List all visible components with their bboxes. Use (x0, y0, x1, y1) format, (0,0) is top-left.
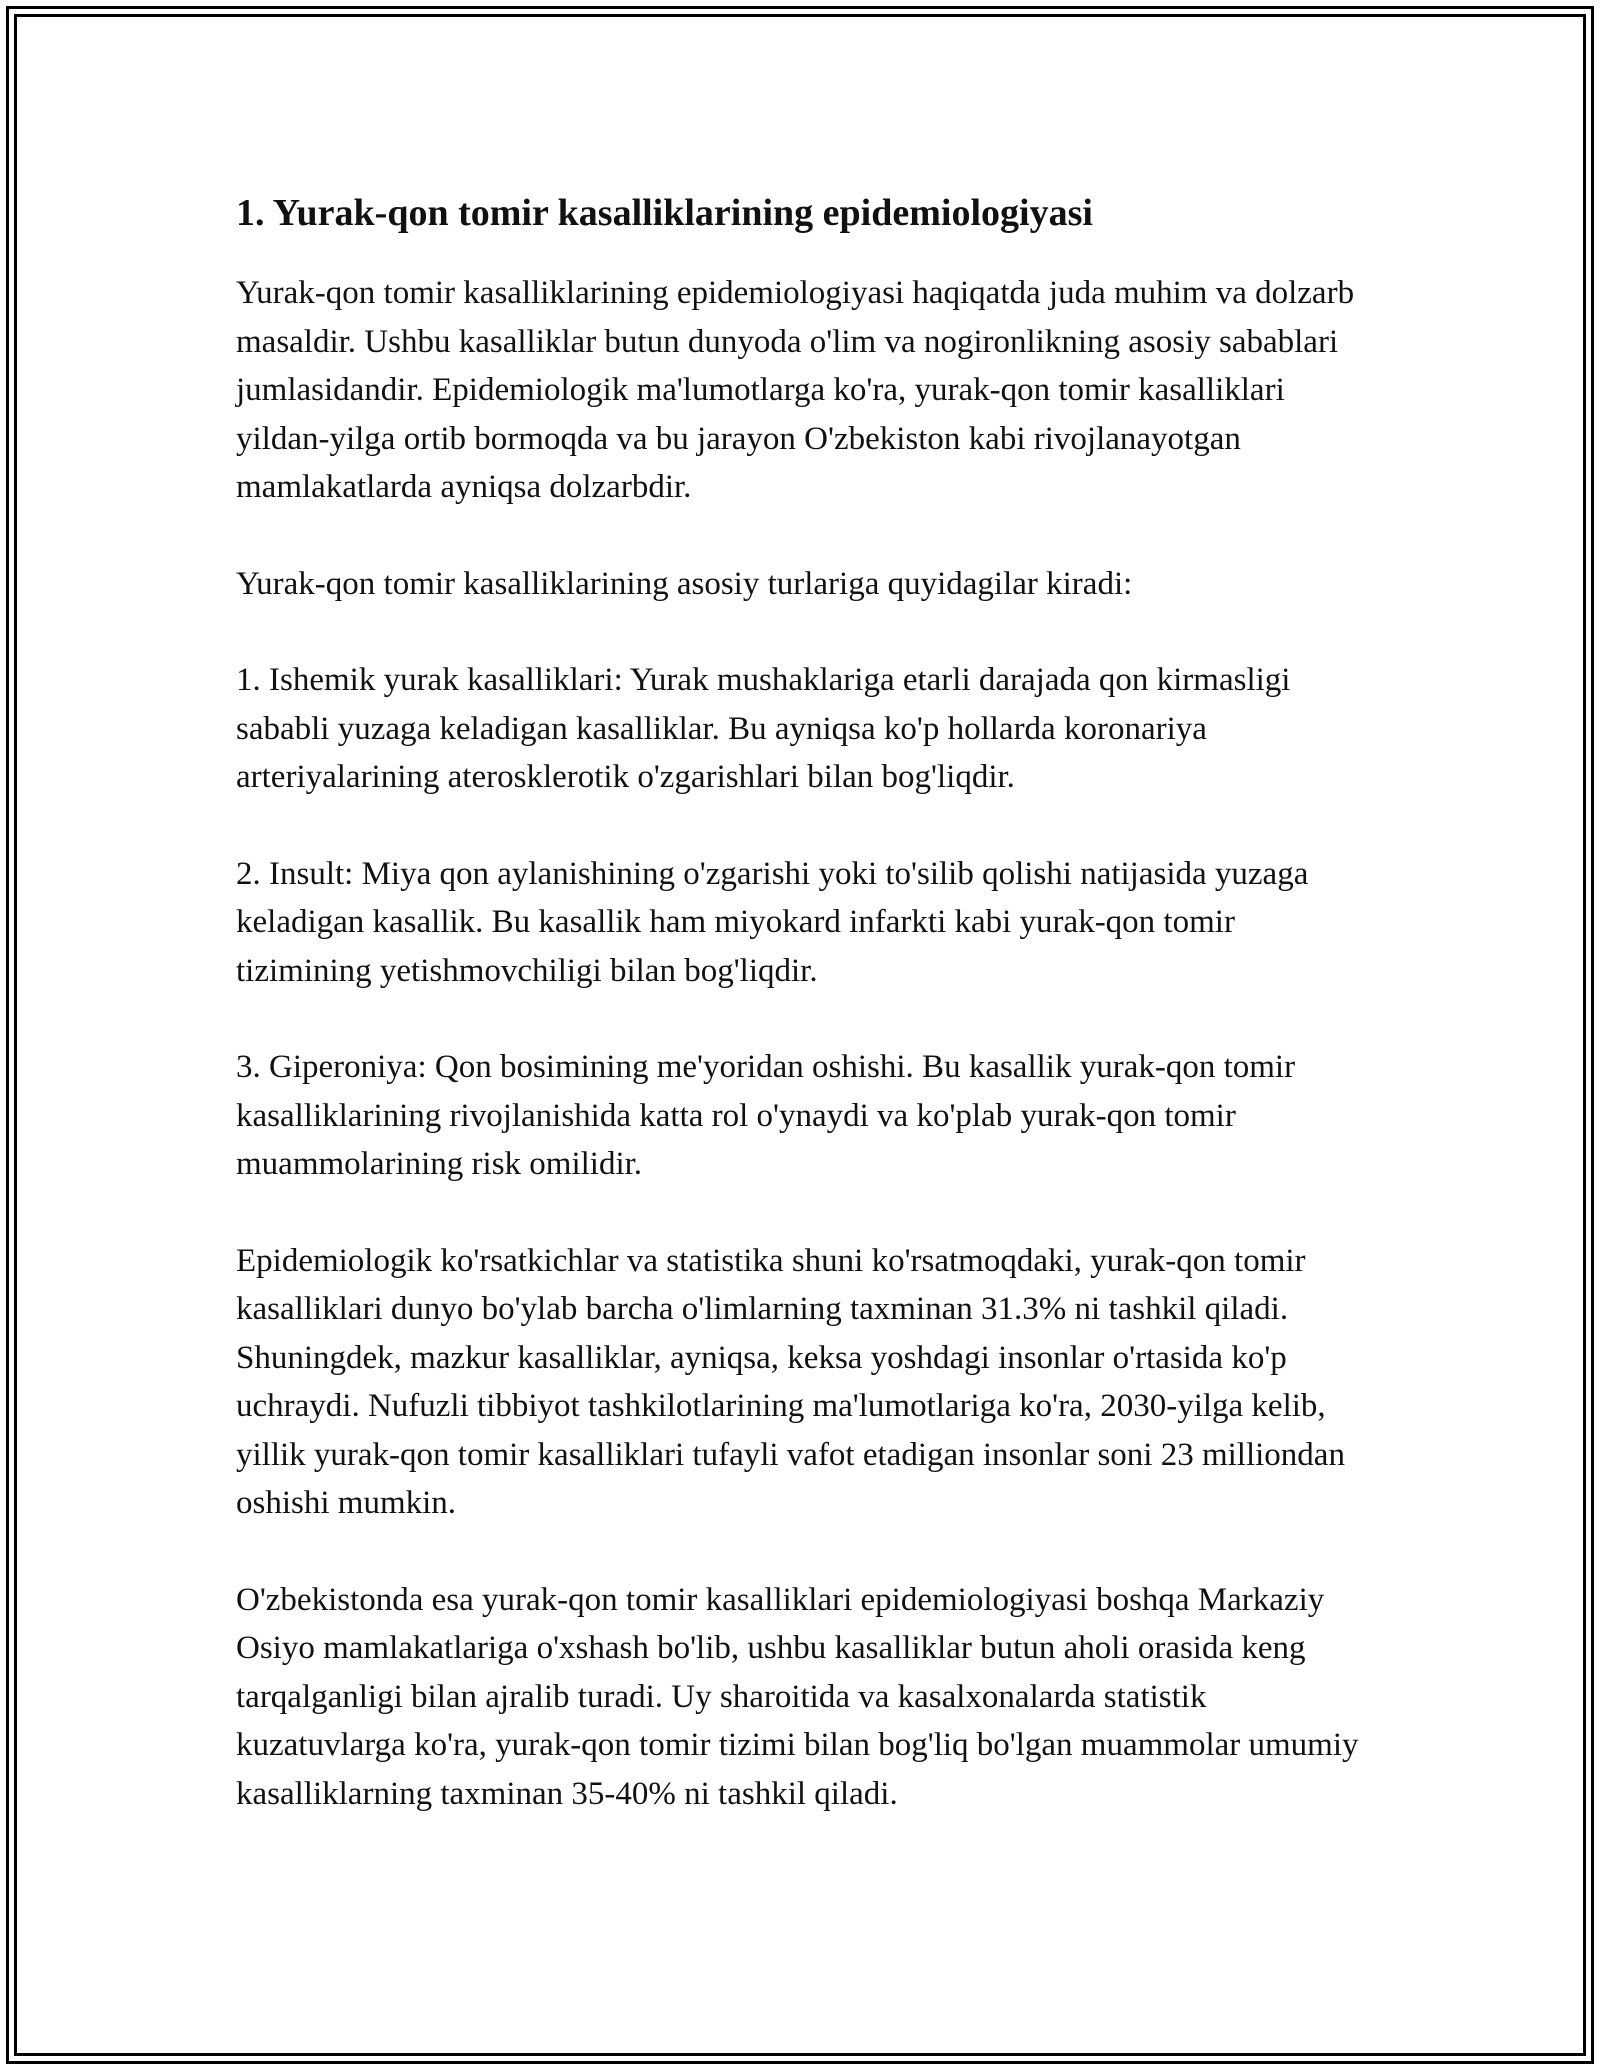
paragraph-intro: Yurak-qon tomir kasalliklarining epidemiologiyasi haqiqatda juda muhim va dolzarb masaldir. Ushbu kasalliklar butun dunyoda o'lim va nogironlikning asosiy sabablari jumlasidandir. Epidemiologik ma'lumotlarga ko'ra, yurak-qon tomir kasalliklari yildan-yilga ortib bormoqda va bu jarayon O'zbekiston kabi rivojlanayotgan mamlakatlarda ayniqsa dolzarbdir. (236, 275, 1355, 505)
document-body (236, 185, 1366, 1818)
paragraph-statistics: Epidemiologik ko'rsatkichlar va statistika shuni ko'rsatmoqdaki, yurak-qon tomir kasalliklari dunyo bo'ylab barcha o'limlarning taxminan 31.3% ni tashkil qiladi. Shuningdek, mazkur kasalliklar, ayniqsa, keksa yoshdagi insonlar o'rtasida ko'p uchraydi. Nufuzli tibbiyot tashkilotlarining ma'lumotlariga ko'ra, 2030-yilga kelib, yillik yurak-qon tomir kasalliklari tufayli vafot etadigan insonlar soni 23 milliondan oshishi mumkin. (236, 1242, 1345, 1521)
paragraph-stroke: 2. Insult: Miya qon aylanishining o'zgarishi yoki to'silib qolishi natijasida yuzaga keladigan kasallik. Bu kasallik ham miyokard infarkti kabi yurak-qon tomir tizimining yetishmovchiligi bilan bog'liqdir. (236, 855, 1309, 989)
paragraph-hypertension: 3. Giperoniya: Qon bosimining me'yoridan oshishi. Bu kasallik yurak-qon tomir kasalliklarining rivojlanishida katta rol o'ynaydi va ko'plab yurak-qon tomir muammolarining risk omilidir. (236, 1049, 1296, 1182)
paragraph-uzbekistan: O'zbekistonda esa yurak-qon tomir kasalliklari epidemiologiyasi boshqa Markaziy Osiyo mamlakatlariga o'xshash bo'lib, ushbu kasalliklar butun aholi orasida keng tarqalganligi bilan ajralib turadi. Uy sharoitida va kasalxonalarda statistik kuzatuvlarga ko'ra, yurak-qon tomir tizimi bilan bog'liq bo'lgan muammolar umumiy kasalliklarning taxminan 35-40% ni tashkil qiladi. (236, 1581, 1359, 1812)
paragraph-types-lead: Yurak-qon tomir kasalliklarining asosiy turlariga quyidagilar kiradi: (236, 565, 1133, 602)
paragraph-ischemic: 1. Ishemik yurak kasalliklari: Yurak mushaklariga etarli darajada qon kirmasligi sababli yuzaga keladigan kasalliklar. Bu ayniqsa ko'p hollarda koronariya arteriyalarining aterosklerotik o'zgarishlari bilan bog'liqdir. (236, 662, 1291, 795)
section-heading: 1. Yurak-qon tomir kasalliklarining epidemiologiyasi (236, 192, 1093, 234)
